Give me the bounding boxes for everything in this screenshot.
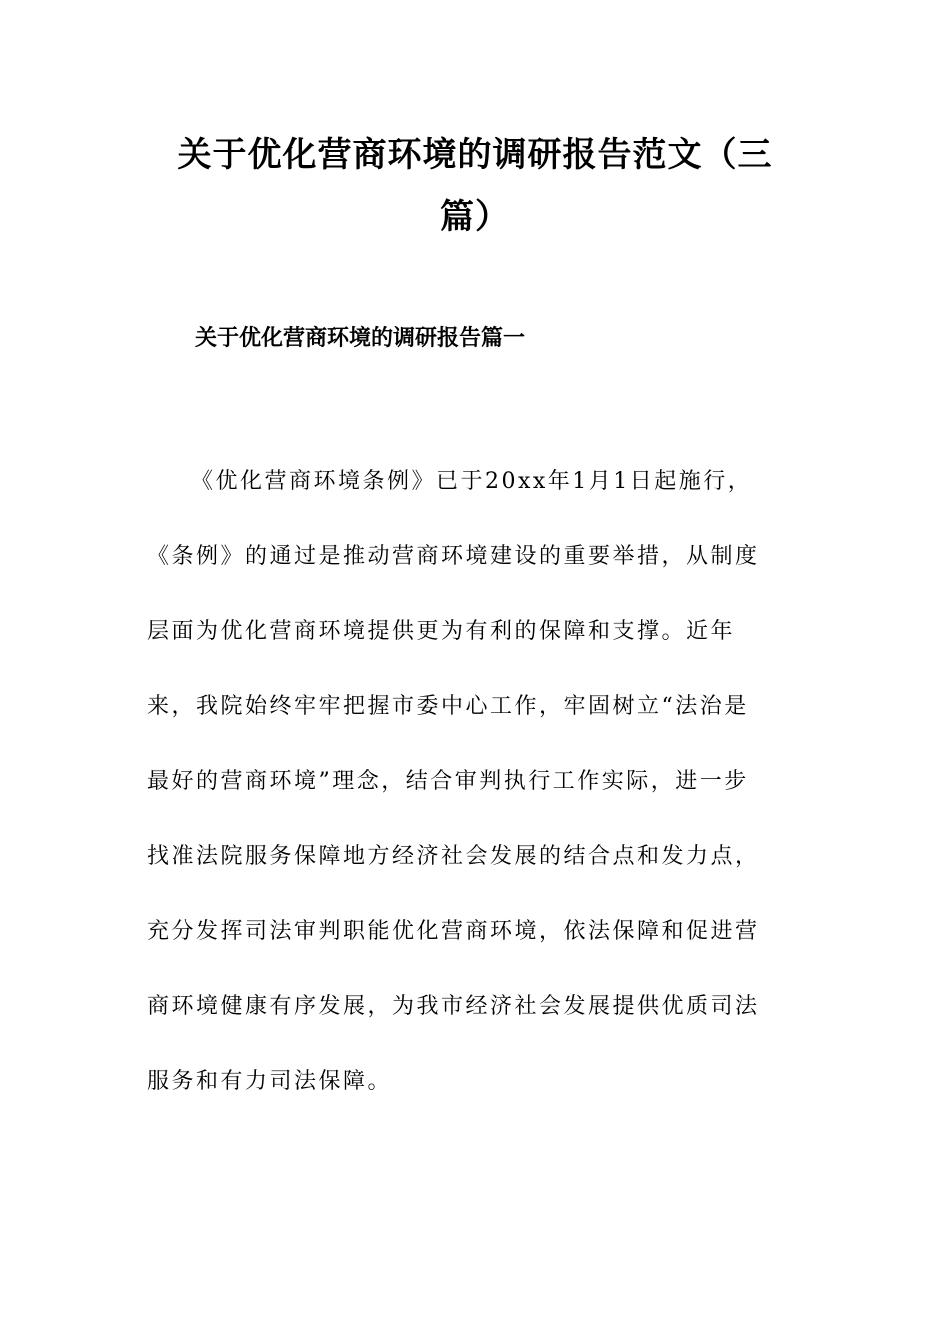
body-paragraph <box>147 444 787 1119</box>
section-heading: 关于优化营商环境的调研报告篇一 <box>195 325 526 351</box>
paragraph-line: 商环境健康有序发展，为我市经济社会发展提供优质司法 <box>147 994 760 1019</box>
paragraph-line: 来，我院始终牢牢把握市委中心工作，牢固树立“法治是 <box>147 694 749 719</box>
paragraph-line: 充分发挥司法审判职能优化营商环境，依法保障和促进营 <box>147 919 760 944</box>
title-line-2: 篇） <box>440 197 510 237</box>
paragraph-line: 服务和有力司法保障。 <box>147 1069 393 1094</box>
paragraph-line: 《条例》的通过是推动营商环境建设的重要举措，从制度 <box>147 544 760 569</box>
paragraph-line: 层面为优化营商环境提供更为有利的保障和支撑。近年 <box>147 619 736 644</box>
document-title <box>145 124 805 248</box>
paragraph-line: 最好的营商环境”理念，结合审判执行工作实际，进一步 <box>147 769 749 794</box>
title-line-1: 关于优化营商环境的调研报告范文（三 <box>177 135 773 175</box>
paragraph-line: 《优化营商环境条例》已于20xx年1月1日起施行， <box>191 469 753 494</box>
paragraph-line: 找准法院服务保障地方经济社会发展的结合点和发力点， <box>147 844 760 869</box>
